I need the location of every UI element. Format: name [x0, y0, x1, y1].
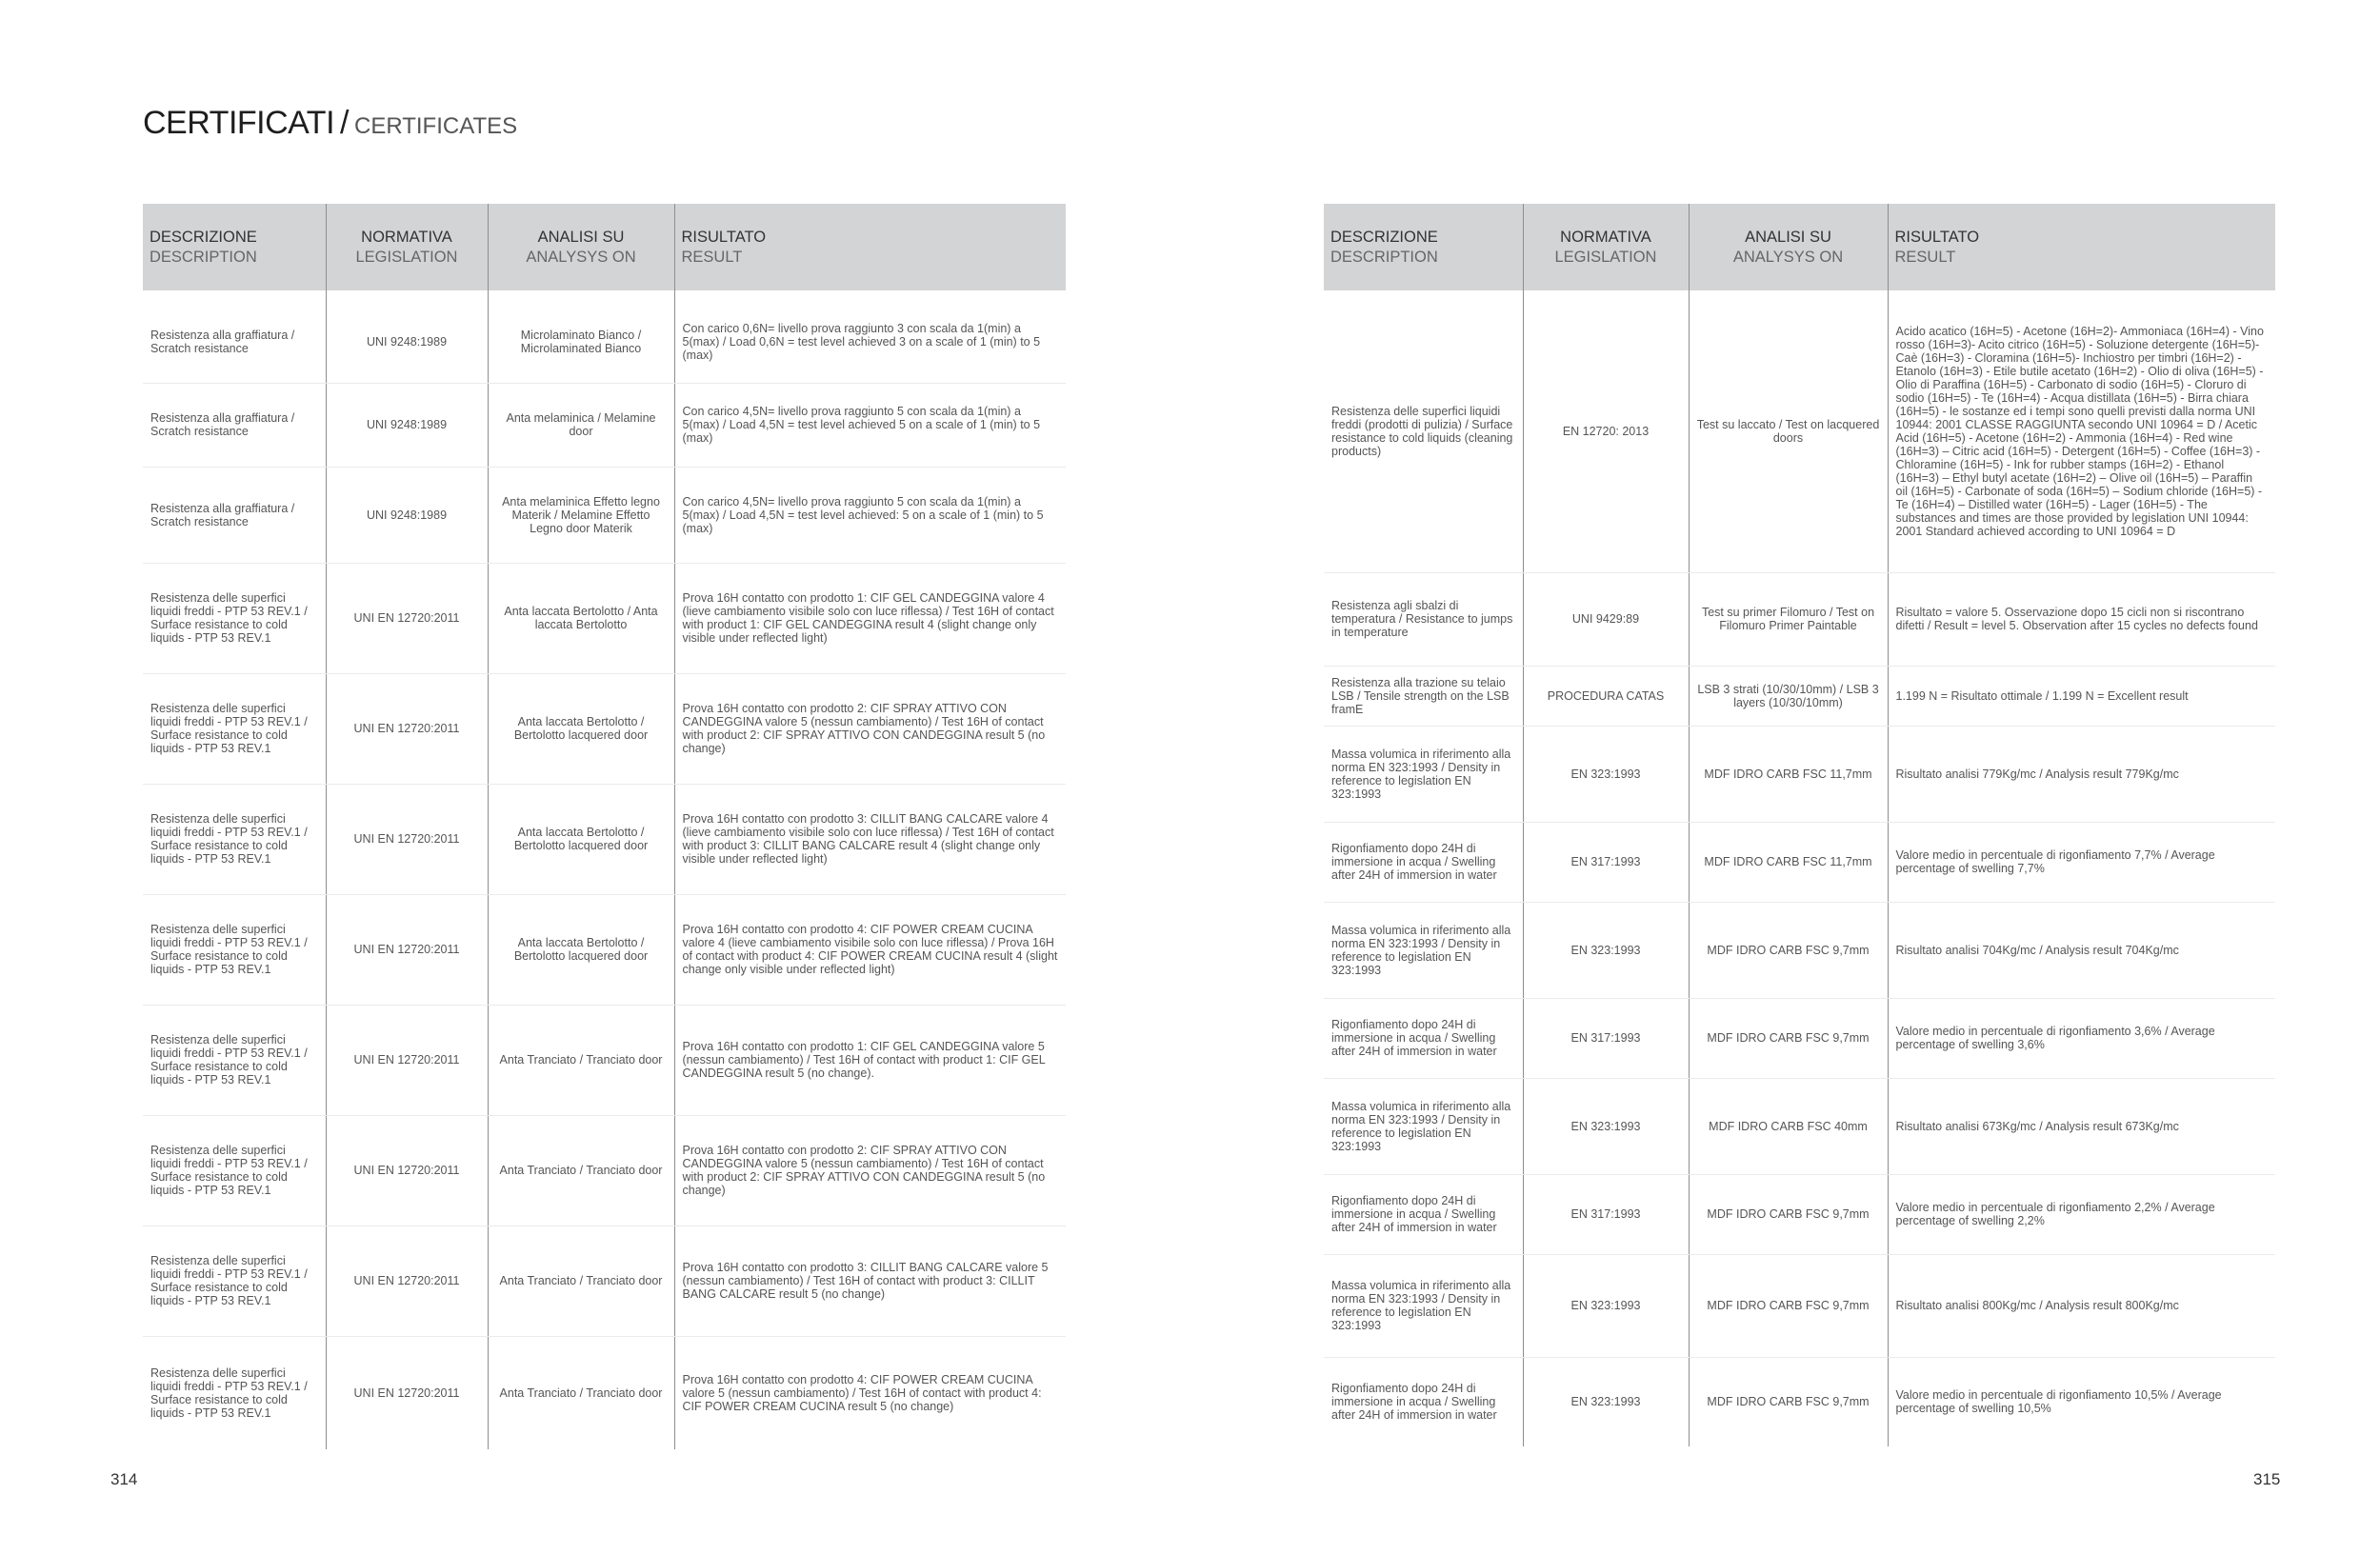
table-row: [143, 563, 1066, 673]
legislation-cell: EN 317:1993: [1523, 1174, 1689, 1254]
legislation-cell: UNI EN 12720:2011: [326, 1115, 488, 1226]
analysis-cell: MDF IDRO CARB FSC 9,7mm: [1689, 1357, 1888, 1446]
result-cell: Risultato analisi 704Kg/mc / Analysis result 704Kg/mc: [1888, 902, 2275, 998]
table-row: [1324, 1357, 2275, 1446]
legislation-cell: UNI EN 12720:2011: [326, 1226, 488, 1336]
result-cell: Con carico 0,6N= livello prova raggiunto 3 con scala da 1(min) a 5(max) / Load 0,6N = test level achieved 3 on a scale of 1 (min) to 5 (max): [674, 302, 1066, 383]
analysis-cell: Anta Tranciato / Tranciato door: [488, 1226, 674, 1336]
legislation-cell: EN 12720: 2013: [1523, 290, 1689, 572]
result-cell: Acido acatico (16H=5) - Acetone (16H=2)- Ammoniaca (16H=4) - Vino rosso (16H=3)- Acito citrico (16H=5) - Soluzione detergente (16H=5)- Caè (16H=3) - Cloramina (16H=5)- Inchiostro per timbri (16H=2) - Etanolo (16H=3) - Etile butile acetato (16H=2) - Olio di oliva (16H=5) - Olio di Paraffina (16H=5) - Carbonato di sodio (16H=5) - Cloruro di sodio (16H=5) - Te (16H=4) - Acqua distillata (16H=5) - Birra chiara (16H=5) - le sostanze ed i tempi sono quelli previsti dalla norma UNI 10944: 2001 CLASSE RAGGIUNTA secondo UNI 10964 = D / Acetic Acid (16H=5) - Acetone (16H=2) - Ammonia (16H=4) - Red wine (16H=3) – Citric acid (16H=5) - Detergent (16H=5) - Coffee (16H=3) - Chloramine (16H=5) - Ink for rubber stamps (16H=2) - Ethanol (16H=3) – Ethyl butyl acetate (16H=2) – Olive oil (16H=5) – Paraffin oil (16H=5) - Carbonate of soda (16H=5) – Sodium chloride (16H=5) - Te (16H=4) – Distilled water (16H=5) - Lager (16H=5) - The substances and times are those provided by legislation UNI 10944: 2001 Standard achieved according to UNI 10964 = D: [1888, 290, 2275, 572]
header-result: [674, 204, 1066, 290]
header-description: [143, 204, 326, 290]
description-cell: Resistenza alla trazione su telaio LSB / Tensile strength on the LSB framE: [1324, 666, 1523, 726]
header-result: [1888, 204, 2275, 290]
description-cell: Massa volumica in riferimento alla norma EN 323:1993 / Density in reference to legislation EN 323:1993: [1324, 1078, 1523, 1174]
table-row: [1324, 998, 2275, 1078]
header-legislation-it: NORMATIVA: [1560, 228, 1651, 246]
legislation-cell: EN 323:1993: [1523, 1078, 1689, 1174]
table-row: [1324, 1078, 2275, 1174]
legislation-cell: UNI EN 12720:2011: [326, 563, 488, 673]
table-row: [143, 784, 1066, 894]
header-result-it: RISULTATO: [681, 228, 767, 246]
result-cell: 1.199 N = Risultato ottimale / 1.199 N = Excellent result: [1888, 666, 2275, 726]
description-cell: Resistenza agli sbalzi di temperatura / Resistance to jumps in temperature: [1324, 572, 1523, 666]
spacer-cell: [674, 290, 1066, 302]
legislation-cell: EN 323:1993: [1523, 1357, 1689, 1446]
description-cell: Resistenza delle superfici liquidi freddi (prodotti di pulizia) / Surface resistance to cold liquids (cleaning products): [1324, 290, 1523, 572]
table-body-left: [143, 290, 1066, 1449]
header-description-en: DESCRIPTION: [150, 248, 257, 266]
table-row: [143, 1005, 1066, 1115]
legislation-cell: UNI 9248:1989: [326, 467, 488, 563]
result-cell: Prova 16H contatto con prodotto 4: CIF POWER CREAM CUCINA valore 4 (lieve cambiamento visibile solo con luce riflessa) / Prova 16H of contact with product 4: CIF POWER CREAM CUCINA result 4 (slight change only visible under reflected light): [674, 894, 1066, 1005]
result-cell: Risultato analisi 779Kg/mc / Analysis result 779Kg/mc: [1888, 726, 2275, 822]
table-row: [1324, 666, 2275, 726]
analysis-cell: Anta laccata Bertolotto / Anta laccata Bertolotto: [488, 563, 674, 673]
description-cell: Resistenza delle superfici liquidi freddi - PTP 53 REV.1 / Surface resistance to cold liquids - PTP 53 REV.1: [143, 1226, 326, 1336]
result-cell: Valore medio in percentuale di rigonfiamento 3,6% / Average percentage of swelling 3,6%: [1888, 998, 2275, 1078]
legislation-cell: UNI 9248:1989: [326, 383, 488, 467]
table-row: [1324, 902, 2275, 998]
table-row: [1324, 1254, 2275, 1357]
result-cell: Prova 16H contatto con prodotto 2: CIF SPRAY ATTIVO CON CANDEGGINA valore 5 (nessun cambiamento) / Test 16H of contact with product 2: CIF SPRAY ATTIVO CON CANDEGGINA result 5 (no change): [674, 673, 1066, 784]
header-legislation: [1523, 204, 1689, 290]
header-legislation-it: NORMATIVA: [361, 228, 452, 246]
analysis-cell: Anta laccata Bertolotto / Bertolotto lacquered door: [488, 673, 674, 784]
page-title: [143, 105, 517, 142]
analysis-cell: Test su laccato / Test on lacquered doors: [1689, 290, 1888, 572]
result-cell: Prova 16H contatto con prodotto 1: CIF GEL CANDEGGINA valore 4 (lieve cambiamento visibile solo con luce riflessa) / Test 16H of contact with product 1: CIF GEL CANDEGGINA result 4 (slight change only visible under reflected light): [674, 563, 1066, 673]
analysis-cell: MDF IDRO CARB FSC 9,7mm: [1689, 1254, 1888, 1357]
legislation-cell: EN 323:1993: [1523, 1254, 1689, 1357]
description-cell: Resistenza alla graffiatura / Scratch resistance: [143, 302, 326, 383]
legislation-cell: UNI EN 12720:2011: [326, 894, 488, 1005]
table-row: [143, 1336, 1066, 1449]
header-result-it: RISULTATO: [1894, 228, 1980, 246]
analysis-cell: MDF IDRO CARB FSC 40mm: [1689, 1078, 1888, 1174]
description-cell: Resistenza alla graffiatura / Scratch resistance: [143, 383, 326, 467]
result-cell: Valore medio in percentuale di rigonfiamento 2,2% / Average percentage of swelling 2,2%: [1888, 1174, 2275, 1254]
analysis-cell: Anta Tranciato / Tranciato door: [488, 1336, 674, 1449]
table-header-row: [1324, 204, 2275, 290]
header-analysis-it: ANALISI SU: [1745, 228, 1831, 246]
table-row: [143, 383, 1066, 467]
analysis-cell: Anta laccata Bertolotto / Bertolotto lacquered door: [488, 894, 674, 1005]
description-cell: Resistenza delle superfici liquidi freddi - PTP 53 REV.1 / Surface resistance to cold liquids - PTP 53 REV.1: [150, 1366, 308, 1420]
description-cell: Resistenza delle superfici liquidi freddi - PTP 53 REV.1 / Surface resistance to cold liquids - PTP 53 REV.1: [143, 1115, 326, 1226]
description-cell: Massa volumica in riferimento alla norma EN 323:1993 / Density in reference to legislation EN 323:1993: [1324, 902, 1523, 998]
description-cell: Resistenza delle superfici liquidi freddi - PTP 53 REV.1 / Surface resistance to cold liquids - PTP 53 REV.1: [143, 894, 326, 1005]
title-sub: CERTIFICATES: [353, 113, 518, 139]
legislation-cell: UNI EN 12720:2011: [326, 673, 488, 784]
certificates-table-right: [1324, 204, 2275, 1446]
table-row: [1324, 290, 2275, 572]
result-cell: Prova 16H contatto con prodotto 2: CIF SPRAY ATTIVO CON CANDEGGINA valore 5 (nessun cambiamento) / Test 16H of contact with product 2: CIF SPRAY ATTIVO CON CANDEGGINA result 5 (no change): [674, 1115, 1066, 1226]
analysis-cell: MDF IDRO CARB FSC 9,7mm: [1689, 1174, 1888, 1254]
legislation-cell: UNI 9248:1989: [326, 302, 488, 383]
table-row: [1324, 726, 2275, 822]
table-row: [143, 1115, 1066, 1226]
header-legislation: [326, 204, 488, 290]
description-cell: Resistenza delle superfici liquidi freddi - PTP 53 REV.1 / Surface resistance to cold liquids - PTP 53 REV.1: [143, 563, 326, 673]
table-row: [1324, 822, 2275, 902]
header-description-en: DESCRIPTION: [1330, 248, 1438, 266]
result-cell: Risultato analisi 673Kg/mc / Analysis result 673Kg/mc: [1888, 1078, 2275, 1174]
header-result-en: RESULT: [681, 248, 743, 266]
analysis-cell: Anta Tranciato / Tranciato door: [488, 1115, 674, 1226]
table-body-right: [1324, 290, 2275, 1446]
analysis-cell: Anta melaminica Effetto legno Materik / Melamine Effetto Legno door Materik: [488, 467, 674, 563]
table-row: [143, 894, 1066, 1005]
result-cell: Risultato analisi 800Kg/mc / Analysis result 800Kg/mc: [1888, 1254, 2275, 1357]
analysis-cell: Anta Tranciato / Tranciato door: [488, 1005, 674, 1115]
legislation-cell: EN 323:1993: [1523, 726, 1689, 822]
table-row: [1324, 572, 2275, 666]
legislation-cell: EN 317:1993: [1523, 998, 1689, 1078]
legislation-cell: EN 317:1993: [1523, 822, 1689, 902]
result-cell: Prova 16H contatto con prodotto 1: CIF GEL CANDEGGINA valore 5 (nessun cambiamento) / Test 16H of contact with product 1: CIF GEL CANDEGGINA result 5 (no change).: [674, 1005, 1066, 1115]
title-separator: /: [340, 105, 349, 141]
legislation-cell: UNI EN 12720:2011: [326, 1336, 488, 1449]
header-analysis-it: ANALISI SU: [537, 228, 625, 246]
analysis-cell: Test su primer Filomuro / Test on Filomuro Primer Paintable: [1689, 572, 1888, 666]
table-spacer-row: [143, 290, 1066, 302]
result-cell: Con carico 4,5N= livello prova raggiunto 5 con scala da 1(min) a 5(max) / Load 4,5N = test level achieved: 5 on a scale of 1 (min) to 5 (max): [674, 467, 1066, 563]
analysis-cell: Anta laccata Bertolotto / Bertolotto lacquered door: [488, 784, 674, 894]
description-cell: Rigonfiamento dopo 24H di immersione in acqua / Swelling after 24H of immersion in water: [1324, 822, 1523, 902]
header-analysis: [1689, 204, 1888, 290]
page-number-left: 314: [110, 1470, 138, 1488]
legislation-cell: UNI 9429:89: [1523, 572, 1689, 666]
result-cell: Valore medio in percentuale di rigonfiamento 7,7% / Average percentage of swelling 7,7%: [1888, 822, 2275, 902]
spacer-cell: [143, 290, 326, 302]
analysis-cell: MDF IDRO CARB FSC 11,7mm: [1689, 822, 1888, 902]
description-cell: Resistenza alla graffiatura / Scratch resistance: [143, 467, 326, 563]
result-cell: Prova 16H contatto con prodotto 3: CILLIT BANG CALCARE valore 5 (nessun cambiamento) / Test 16H of contact with product 3: CILLIT BANG CALCARE result 5 (no change): [674, 1226, 1066, 1336]
result-cell: Prova 16H contatto con prodotto 3: CILLIT BANG CALCARE valore 4 (lieve cambiamento visibile solo con luce riflessa) / Test 16H of contact with product 3: CILLIT BANG CALCARE result 4 (slight change only visible under reflected light): [674, 784, 1066, 894]
legislation-cell: EN 323:1993: [1523, 902, 1689, 998]
analysis-cell: MDF IDRO CARB FSC 11,7mm: [1689, 726, 1888, 822]
header-result-en: RESULT: [1894, 248, 1956, 266]
description-cell: Massa volumica in riferimento alla norma EN 323:1993 / Density in reference to legislation EN 323:1993: [1324, 1254, 1523, 1357]
legislation-cell: UNI EN 12720:2011: [326, 1005, 488, 1115]
analysis-cell: MDF IDRO CARB FSC 9,7mm: [1689, 902, 1888, 998]
header-legislation-en: LEGISLATION: [355, 248, 458, 266]
title-main: CERTIFICATI: [143, 105, 335, 141]
description-cell: Rigonfiamento dopo 24H di immersione in acqua / Swelling after 24H of immersion in water: [1324, 998, 1523, 1078]
legislation-cell: PROCEDURA CATAS: [1523, 666, 1689, 726]
analysis-cell: Anta melaminica / Melamine door: [488, 383, 674, 467]
result-cell: Prova 16H contatto con prodotto 4: CIF POWER CREAM CUCINA valore 5 (nessun cambiamento) / Test 16H of contact with product 4: CIF POWER CREAM CUCINA result 5 (no change): [674, 1336, 1066, 1449]
description-cell: Resistenza delle superfici liquidi freddi - PTP 53 REV.1 / Surface resistance to cold liquids - PTP 53 REV.1: [143, 1005, 326, 1115]
table-row: [1324, 1174, 2275, 1254]
description-cell: Resistenza delle superfici liquidi freddi - PTP 53 REV.1 / Surface resistance to cold liquids - PTP 53 REV.1: [143, 673, 326, 784]
table-row: [143, 1226, 1066, 1336]
page-number-right: 315: [2253, 1470, 2281, 1488]
table-row: [143, 302, 1066, 383]
description-cell: Rigonfiamento dopo 24H di immersione in acqua / Swelling after 24H of immersion in water: [1324, 1174, 1523, 1254]
certificates-table-left: [143, 204, 1066, 1449]
header-legislation-en: LEGISLATION: [1554, 248, 1657, 266]
result-cell: Risultato = valore 5. Osservazione dopo 15 cicli non si riscontrano difetti / Result = level 5. Observation after 15 cycles no defects found: [1888, 572, 2275, 666]
header-analysis: [488, 204, 674, 290]
spacer-cell: [488, 290, 674, 302]
description-cell: Massa volumica in riferimento alla norma EN 323:1993 / Density in reference to legislation EN 323:1993: [1324, 726, 1523, 822]
header-description-it: DESCRIZIONE: [150, 228, 257, 246]
analysis-cell: MDF IDRO CARB FSC 9,7mm: [1689, 998, 1888, 1078]
header-analysis-en: ANALYSYS ON: [526, 248, 636, 266]
analysis-cell: LSB 3 strati (10/30/10mm) / LSB 3 layers (10/30/10mm): [1689, 666, 1888, 726]
table-header-row: [143, 204, 1066, 290]
description-cell: Resistenza delle superfici liquidi freddi - PTP 53 REV.1 / Surface resistance to cold liquids - PTP 53 REV.1: [143, 784, 326, 894]
header-description: [1324, 204, 1523, 290]
result-cell: Con carico 4,5N= livello prova raggiunto 5 con scala da 1(min) a 5(max) / Load 4,5N = test level achieved 5 on a scale of 1 (min) to 5 (max): [674, 383, 1066, 467]
spacer-cell: [326, 290, 488, 302]
legislation-cell: UNI EN 12720:2011: [326, 784, 488, 894]
table-row: [143, 467, 1066, 563]
result-cell: Valore medio in percentuale di rigonfiamento 10,5% / Average percentage of swelling 10,5%: [1888, 1357, 2275, 1446]
analysis-cell: Microlaminato Bianco / Microlaminated Bianco: [488, 302, 674, 383]
table-row: [143, 673, 1066, 784]
header-description-it: DESCRIZIONE: [1330, 228, 1438, 246]
description-cell: Rigonfiamento dopo 24H di immersione in acqua / Swelling after 24H of immersion in water: [1331, 1382, 1497, 1423]
header-analysis-en: ANALYSYS ON: [1732, 248, 1844, 266]
